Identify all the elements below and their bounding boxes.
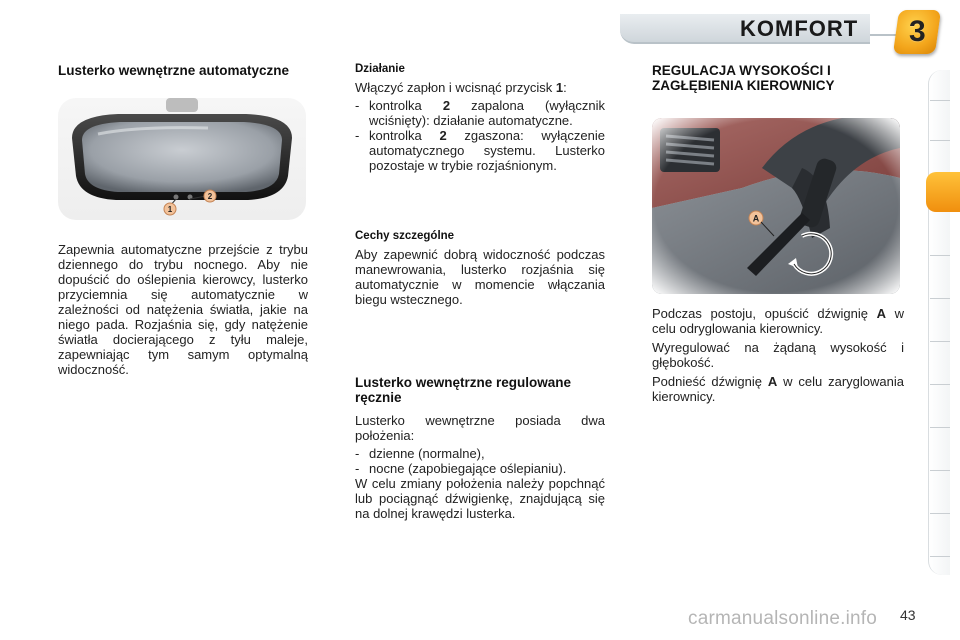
- section-heading-features: Cechy szczególne: [355, 230, 455, 242]
- chapter-tab[interactable]: [930, 298, 950, 299]
- chapter-tab[interactable]: [930, 140, 950, 141]
- steering-step-1: [652, 306, 904, 336]
- chapter-tab[interactable]: [930, 384, 950, 385]
- intro-key: 1: [555, 80, 564, 95]
- step-key: A: [876, 306, 886, 321]
- item-prefix: kontrolka: [369, 98, 443, 113]
- intro-suffix: :: [563, 80, 567, 95]
- manual-mirror-instructions: W celu zmiany położenia należy popchnąć lub pociągnąć dźwigienkę, znajdującą się na dolnej krawędzi lusterka.: [355, 476, 605, 521]
- callout-1: 1: [167, 205, 173, 214]
- chapter-tab[interactable]: [930, 255, 950, 256]
- list-item: [355, 461, 605, 476]
- chapter-number: 3: [908, 15, 926, 48]
- steering-column-lever-icon: [652, 118, 900, 294]
- section-heading-operation: Działanie: [355, 63, 405, 75]
- page-number: 43: [900, 607, 916, 623]
- features-paragraph: Aby zapewnić dobrą widoczność podczas manewrowania, lusterko rozjaśnia się automatycznie w momencie włączania biegu wstecznego.: [355, 247, 605, 307]
- list-item: [355, 98, 605, 128]
- chapter-tab[interactable]: [930, 100, 950, 101]
- left-paragraph-block: [58, 242, 308, 377]
- chapter-tab[interactable]: [930, 470, 950, 471]
- item-key: 2: [439, 128, 447, 143]
- list-text: [369, 128, 605, 173]
- steering-step-2: Wyregulować na żądaną wysokość i głębokość.: [652, 340, 904, 370]
- step-text: w celu zaryglowania kierownicy.: [652, 374, 904, 404]
- operation-intro: [355, 80, 605, 95]
- chapter-tab[interactable]: [930, 341, 950, 342]
- step-text: w celu odryglowania kierownicy.: [652, 306, 904, 336]
- auto-mirror-description: Zapewnia automatyczne przejście z trybu dziennego do trybu nocnego. Aby nie dopuścić do oślepienia kierowcy, lusterko przyciemnia się automatycznie w zależności od natężenia światła, jakie na niego pada. Rozjaśnia się, gdy natężenie światła docierającego z tyłu maleje, zapewniając tym samym optymalną widoczność.: [58, 242, 308, 377]
- steering-illustration: [652, 118, 900, 294]
- section-heading-auto-mirror: Lusterko wewnętrzne automatyczne: [58, 63, 290, 78]
- chapter-tab[interactable]: [930, 556, 950, 557]
- chapter-tab[interactable]: [930, 513, 950, 514]
- manual-mirror-intro: Lusterko wewnętrzne posiada dwa położenia:: [355, 413, 605, 443]
- item-suffix: zgaszona: wyłączenie automatycznego systemu. Lusterko pozostaje w trybie rozjaśnionym.: [369, 128, 605, 173]
- middle-column-features: [355, 229, 605, 307]
- list-text: nocne (zapobiegające oślepianiu).: [369, 461, 567, 476]
- chapter-badge: [893, 10, 941, 54]
- intro-text: Włączyć zapłon i wcisnąć przycisk: [355, 80, 556, 95]
- item-prefix: kontrolka: [369, 128, 440, 143]
- list-dash: -: [355, 461, 360, 476]
- chapter-tab-strip: [928, 70, 950, 575]
- list-dash: -: [355, 98, 360, 113]
- list-dash: -: [355, 446, 360, 461]
- chapter-tab[interactable]: [930, 427, 950, 428]
- list-text: [369, 98, 605, 128]
- mirror-illustration: [58, 98, 306, 220]
- steering-step-3: [652, 374, 904, 404]
- step-key: A: [767, 374, 778, 389]
- section-heading-steering: REGULACJA WYSOKOŚCI I ZAGŁĘBIENIA KIEROWNICY: [652, 63, 835, 93]
- page-title: KOMFORT: [740, 16, 859, 41]
- right-column-heading: [652, 63, 902, 93]
- middle-column-top: [355, 62, 605, 173]
- item-key: 2: [442, 98, 451, 113]
- middle-column-manual: [355, 375, 605, 521]
- list-text: dzienne (normalne),: [369, 446, 485, 461]
- left-column: [58, 63, 308, 78]
- item-suffix: zapalona (wyłącznik wciśnięty): działanie automatyczne.: [369, 98, 605, 128]
- list-item: [355, 128, 605, 173]
- right-column-text: [652, 306, 904, 404]
- list-item: [355, 446, 605, 461]
- rearview-mirror-icon: [58, 98, 306, 220]
- section-heading-manual-mirror: Lusterko wewnętrzne regulowane ręcznie: [355, 375, 572, 405]
- chapter-tab-active[interactable]: [926, 172, 960, 212]
- list-dash: -: [355, 128, 360, 143]
- step-text: Podczas postoju, opuścić dźwignię: [652, 306, 877, 321]
- watermark: carmanualsonline.info: [688, 608, 878, 629]
- step-text: Podnieść dźwignię: [652, 374, 768, 389]
- callout-2: 2: [207, 192, 213, 201]
